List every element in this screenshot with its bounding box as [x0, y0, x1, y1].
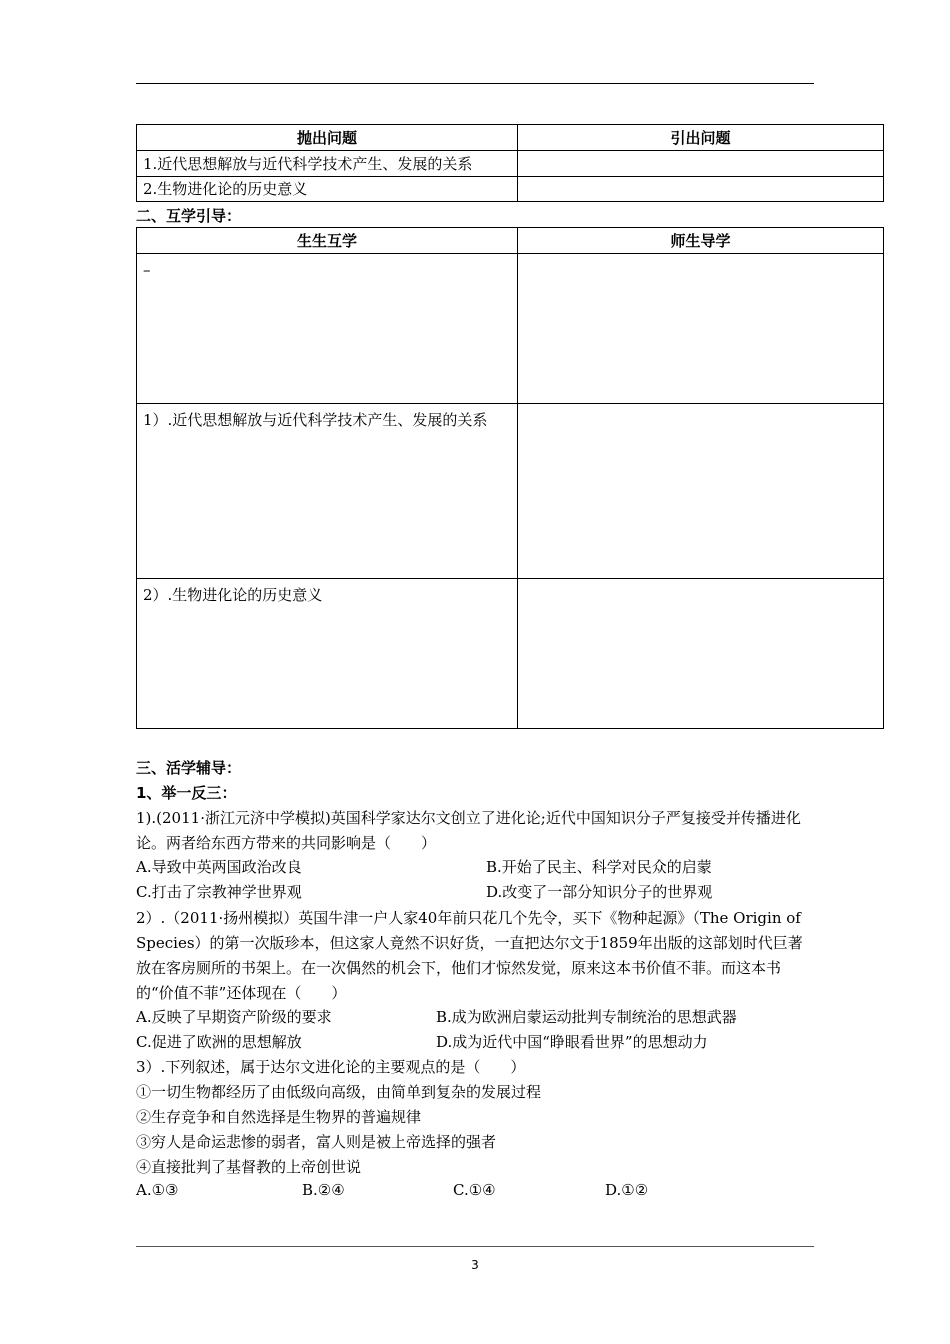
table-cell: 2.生物进化论的历史意义 [137, 177, 518, 202]
subsection-heading: 1、举一反三： [136, 784, 237, 802]
table-cell: 1.近代思想解放与近代科学技术产生、发展的关系 [137, 151, 518, 177]
option-a: A.①③ [136, 1181, 179, 1199]
table-header: 抛出问题 [137, 125, 518, 151]
guidance-table [136, 227, 884, 729]
option-b: B.开始了民主、科学对民众的启蒙 [486, 858, 712, 876]
page-number: 3 [471, 1258, 479, 1272]
option-b: B.②④ [302, 1181, 345, 1199]
table-cell [518, 177, 884, 202]
question-stem: 2）.（2011·扬州模拟）英国牛津一户人家40年前只花几个先令，买下《物种起源》（The Origin of Species）的第一次版珍本，但这家人竟然不识好货，一直把达尔文于1859年出版的这部划时代巨著放在客房厕所的书架上。在一次偶然的机会下，他们才惊然发觉，原来这本书价值不菲。而这本书的“价值不菲”还体现在（ ） [136, 909, 803, 1002]
table-cell: 2）.生物进化论的历史意义 [137, 579, 518, 729]
statement-item: ③穷人是命运悲惨的弱者，富人则是被上帝选择的强者 [136, 1133, 497, 1151]
table-cell [518, 254, 884, 404]
questions-table [136, 124, 884, 202]
table-cell [518, 579, 884, 729]
option-a: A.反映了早期资产阶级的要求 [136, 1008, 332, 1026]
option-c: C.促进了欧洲的思想解放 [136, 1033, 302, 1051]
table-header: 生生互学 [137, 228, 518, 254]
question-stem: 1).(2011·浙江元济中学模拟)英国科学家达尔文创立了进化论;近代中国知识分子严复接受并传播进化论。两者给东西方带来的共同影响是（ ） [136, 809, 801, 852]
option-d: D.改变了一部分知识分子的世界观 [486, 883, 713, 901]
table-cell [518, 404, 884, 579]
header-rule [136, 83, 814, 84]
section-heading: 三、活学辅导： [136, 759, 242, 777]
footer-rule [136, 1246, 814, 1247]
table-cell [518, 151, 884, 177]
section-heading: 二、互学引导： [136, 207, 242, 225]
question-stem: 3）.下列叙述，属于达尔文进化论的主要观点的是（ ） [136, 1058, 526, 1076]
statement-item: ④直接批判了基督教的上帝创世说 [136, 1158, 362, 1176]
statement-item: ①一切生物都经历了由低级向高级，由简单到复杂的发展过程 [136, 1083, 542, 1101]
statement-item: ②生存竞争和自然选择是生物界的普遍规律 [136, 1108, 422, 1126]
table-cell: 1）.近代思想解放与近代科学技术产生、发展的关系 [137, 404, 518, 579]
option-c: C.打击了宗教神学世界观 [136, 883, 302, 901]
option-c: C.①④ [453, 1181, 496, 1199]
option-d: D.成为近代中国“睁眼看世界”的思想动力 [436, 1033, 708, 1051]
option-d: D.①② [605, 1181, 649, 1199]
option-b: B.成为欧洲启蒙运动批判专制统治的思想武器 [436, 1008, 737, 1026]
option-a: A.导致中英两国政治改良 [136, 858, 302, 876]
table-cell: – [137, 254, 518, 404]
table-header: 师生导学 [518, 228, 884, 254]
table-header: 引出问题 [518, 125, 884, 151]
